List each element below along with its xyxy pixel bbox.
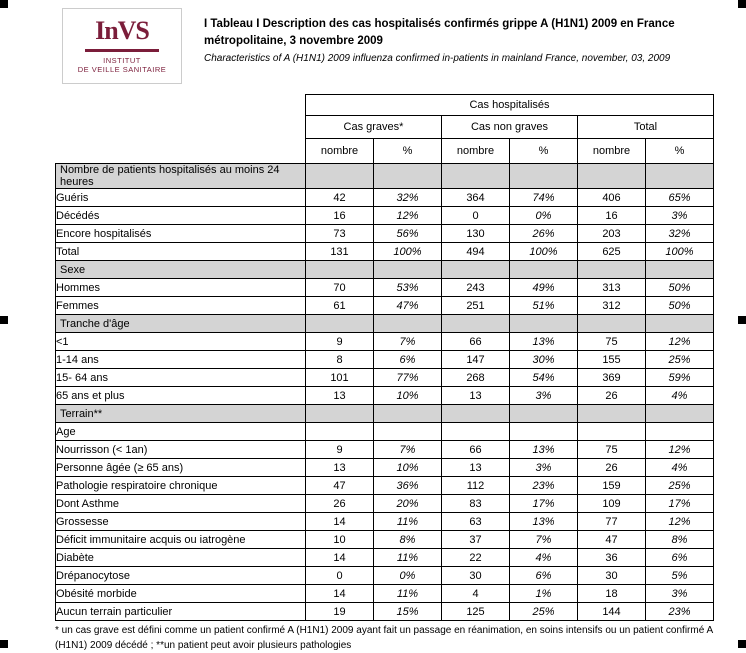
cell-count: 625: [578, 243, 646, 261]
row-label: Décédés: [56, 207, 306, 225]
cell-count: 203: [578, 225, 646, 243]
cell-percent: 4%: [510, 549, 578, 567]
section-blank-cell: [510, 405, 578, 423]
cell-percent: 74%: [510, 189, 578, 207]
section-blank-cell: [646, 164, 714, 189]
section-title: Sexe: [56, 261, 306, 279]
cell-percent: 3%: [646, 585, 714, 603]
cell-count: 47: [578, 531, 646, 549]
section-blank-cell: [578, 315, 646, 333]
cell-percent: 23%: [646, 603, 714, 621]
logo-text-vs: VS: [117, 15, 149, 45]
page-edge-mark: [738, 316, 746, 324]
cell-count: 159: [578, 477, 646, 495]
cell-count: 63: [442, 513, 510, 531]
section-blank-cell: [578, 164, 646, 189]
cell-count: 22: [442, 549, 510, 567]
row-label: 15- 64 ans: [56, 369, 306, 387]
header-cas-hospitalises: Cas hospitalisés: [306, 95, 714, 116]
table-row: [56, 207, 714, 225]
table-body: [56, 164, 714, 621]
table-row: [56, 603, 714, 621]
header-group-total: Total: [578, 116, 714, 139]
cell-percent: 23%: [510, 477, 578, 495]
table-section-row: [56, 315, 714, 333]
cell-percent: 47%: [374, 297, 442, 315]
cell-count: 4: [442, 585, 510, 603]
page-subtitle: Characteristics of A (H1N1) 2009 influenza confirmed in-patients in mainland France, november, 03, 2009: [204, 53, 671, 65]
cell-percent: 13%: [510, 333, 578, 351]
cell-count: 75: [578, 441, 646, 459]
cell-count: 13: [442, 459, 510, 477]
header-spacer: [56, 95, 306, 116]
header-spacer: [56, 116, 306, 139]
cell-percent: 13%: [510, 441, 578, 459]
cell-percent: 12%: [374, 207, 442, 225]
page-edge-mark: [0, 640, 8, 648]
cell-count: 10: [306, 531, 374, 549]
cell-percent: 56%: [374, 225, 442, 243]
cell-percent: 25%: [646, 351, 714, 369]
cell-count: 9: [306, 441, 374, 459]
row-label: Déficit immunitaire acquis ou iatrogène: [56, 531, 306, 549]
table-row: [56, 531, 714, 549]
cell-count: 36: [578, 549, 646, 567]
cell-percent: 6%: [510, 567, 578, 585]
cell-count: 42: [306, 189, 374, 207]
cell-count: 312: [578, 297, 646, 315]
row-label: Pathologie respiratoire chronique: [56, 477, 306, 495]
logo-subtitle-1: INSTITUT: [103, 55, 141, 65]
cell-percent: 8%: [646, 531, 714, 549]
table-header-groups: [56, 116, 714, 139]
table-section-row: [56, 164, 714, 189]
table-row: [56, 333, 714, 351]
section-blank-cell: [646, 315, 714, 333]
row-label: <1: [56, 333, 306, 351]
cell-percent: 77%: [374, 369, 442, 387]
section-title: Nombre de patients hospitalisés au moins 24 heures: [56, 164, 306, 189]
cell-percent: 26%: [510, 225, 578, 243]
table-row: [56, 567, 714, 585]
cell-count: 364: [442, 189, 510, 207]
cell-count: 75: [578, 333, 646, 351]
cell-count: 13: [442, 387, 510, 405]
row-label: Drépanocytose: [56, 567, 306, 585]
table-section-row: [56, 405, 714, 423]
row-label: Dont Asthme: [56, 495, 306, 513]
cell-count: 14: [306, 513, 374, 531]
cell-percent: 1%: [510, 585, 578, 603]
section-blank-cell: [442, 261, 510, 279]
section-blank-cell: [374, 261, 442, 279]
cell-percent: 50%: [646, 297, 714, 315]
row-label: Personne âgée (≥ 65 ans): [56, 459, 306, 477]
cell-percent: 100%: [646, 243, 714, 261]
cell-percent: 30%: [510, 351, 578, 369]
cell-percent: 4%: [646, 459, 714, 477]
cell-percent: 59%: [646, 369, 714, 387]
cell-count: 66: [442, 441, 510, 459]
header-nombre-non-graves: nombre: [442, 139, 510, 164]
cell-percent: 3%: [510, 387, 578, 405]
header-group-cas-graves: Cas graves*: [306, 116, 442, 139]
logo-wordmark: [95, 15, 149, 45]
cell-percent: 53%: [374, 279, 442, 297]
row-label: Femmes: [56, 297, 306, 315]
cell-percent: 17%: [510, 495, 578, 513]
cell-percent: 49%: [510, 279, 578, 297]
page-edge-mark: [738, 0, 746, 8]
table-row: [56, 369, 714, 387]
cell-percent: 3%: [510, 459, 578, 477]
section-blank-cell: [306, 164, 374, 189]
row-label: Age: [56, 423, 306, 441]
cell-count: 19: [306, 603, 374, 621]
section-blank-cell: [374, 164, 442, 189]
cell-count: 131: [306, 243, 374, 261]
cell-count: 30: [442, 567, 510, 585]
cell-percent: 20%: [374, 495, 442, 513]
cell-percent: 13%: [510, 513, 578, 531]
cell-count: 155: [578, 351, 646, 369]
table-row: [56, 495, 714, 513]
table-row: [56, 297, 714, 315]
table-header-top: [56, 95, 714, 116]
section-blank-cell: [374, 405, 442, 423]
header-nombre-graves: nombre: [306, 139, 374, 164]
page-title: Description des cas hospitalisés confirmés grippe A (H1N1) 2009 en France métropolitaine, 3 novembre 2009: [204, 18, 675, 47]
row-label: Total: [56, 243, 306, 261]
document-header: [0, 0, 746, 88]
table-section-row: [56, 261, 714, 279]
row-label: 65 ans et plus: [56, 387, 306, 405]
cell-percent: 3%: [646, 207, 714, 225]
cell-count: 16: [578, 207, 646, 225]
cell-percent: 10%: [374, 459, 442, 477]
cell-percent: [510, 423, 578, 441]
cell-count: 9: [306, 333, 374, 351]
section-blank-cell: [510, 164, 578, 189]
logo-text-in: In: [95, 15, 118, 45]
header-pct-total: %: [646, 139, 714, 164]
table-row: [56, 477, 714, 495]
cell-percent: 15%: [374, 603, 442, 621]
cell-percent: 17%: [646, 495, 714, 513]
cell-count: 14: [306, 549, 374, 567]
cell-count: 13: [306, 387, 374, 405]
table-row: [56, 225, 714, 243]
cell-count: [442, 423, 510, 441]
cell-percent: 11%: [374, 585, 442, 603]
logo-subtitle-2: DE VEILLE SANITAIRE: [77, 65, 167, 74]
cell-percent: 11%: [374, 549, 442, 567]
cell-count: 14: [306, 585, 374, 603]
cell-percent: 6%: [374, 351, 442, 369]
cell-count: 0: [306, 567, 374, 585]
page-edge-mark: [0, 316, 8, 324]
section-title: Terrain**: [56, 405, 306, 423]
section-blank-cell: [646, 405, 714, 423]
row-label: 1-14 ans: [56, 351, 306, 369]
cell-count: 61: [306, 297, 374, 315]
row-label: Grossesse: [56, 513, 306, 531]
cell-percent: 7%: [374, 333, 442, 351]
cell-percent: 10%: [374, 387, 442, 405]
row-label: Diabète: [56, 549, 306, 567]
header-group-cas-non-graves: Cas non graves: [442, 116, 578, 139]
row-label: Encore hospitalisés: [56, 225, 306, 243]
row-label: Guéris: [56, 189, 306, 207]
cell-count: 26: [306, 495, 374, 513]
section-blank-cell: [442, 164, 510, 189]
cell-count: 144: [578, 603, 646, 621]
hospitalized-cases-table: [55, 94, 714, 621]
cell-count: 147: [442, 351, 510, 369]
page-edge-mark: [738, 640, 746, 648]
cell-count: 70: [306, 279, 374, 297]
cell-count: 26: [578, 459, 646, 477]
cell-percent: 36%: [374, 477, 442, 495]
header-nombre-total: nombre: [578, 139, 646, 164]
section-blank-cell: [442, 405, 510, 423]
cell-percent: 12%: [646, 513, 714, 531]
cell-count: 0: [442, 207, 510, 225]
cell-percent: 11%: [374, 513, 442, 531]
page-edge-mark: [0, 0, 8, 8]
section-blank-cell: [646, 261, 714, 279]
cell-count: 18: [578, 585, 646, 603]
cell-count: 30: [578, 567, 646, 585]
cell-count: 494: [442, 243, 510, 261]
table-footnote: * un cas grave est défini comme un patient confirmé A (H1N1) 2009 ayant fait un passage en réanimation, en soins intensifs ou un patient confirmé A (H1N1) 2009 décédé ; **un patient peut avoir plusieurs pathologies: [55, 625, 713, 651]
cell-percent: 7%: [374, 441, 442, 459]
cell-percent: 8%: [374, 531, 442, 549]
cell-count: 243: [442, 279, 510, 297]
cell-percent: 7%: [510, 531, 578, 549]
cell-count: 268: [442, 369, 510, 387]
cell-count: 369: [578, 369, 646, 387]
cell-count: 313: [578, 279, 646, 297]
table-row: [56, 513, 714, 531]
cell-percent: 5%: [646, 567, 714, 585]
invs-logo: [62, 8, 182, 84]
cell-count: 8: [306, 351, 374, 369]
cell-count: 16: [306, 207, 374, 225]
cell-count: 13: [306, 459, 374, 477]
section-blank-cell: [374, 315, 442, 333]
table-row: [56, 459, 714, 477]
cell-count: 112: [442, 477, 510, 495]
row-label: Nourrisson (< 1an): [56, 441, 306, 459]
cell-count: [578, 423, 646, 441]
cell-count: 251: [442, 297, 510, 315]
table-row: [56, 351, 714, 369]
cell-percent: [646, 423, 714, 441]
cell-count: 37: [442, 531, 510, 549]
table-row: [56, 585, 714, 603]
title-block: [204, 8, 718, 66]
cell-count: 125: [442, 603, 510, 621]
cell-percent: 12%: [646, 441, 714, 459]
cell-percent: 6%: [646, 549, 714, 567]
cell-percent: 4%: [646, 387, 714, 405]
table-row: [56, 189, 714, 207]
table-label: I Tableau I: [204, 18, 260, 30]
cell-count: 101: [306, 369, 374, 387]
cell-count: 406: [578, 189, 646, 207]
table-header-sub: [56, 139, 714, 164]
table-caption: [204, 16, 718, 49]
section-blank-cell: [578, 405, 646, 423]
section-blank-cell: [578, 261, 646, 279]
table-row: [56, 387, 714, 405]
cell-percent: 32%: [646, 225, 714, 243]
table-row: [56, 423, 714, 441]
section-blank-cell: [510, 315, 578, 333]
cell-count: 77: [578, 513, 646, 531]
section-blank-cell: [442, 315, 510, 333]
cell-count: 83: [442, 495, 510, 513]
table-row: [56, 441, 714, 459]
cell-percent: 100%: [510, 243, 578, 261]
cell-count: 47: [306, 477, 374, 495]
cell-percent: 50%: [646, 279, 714, 297]
cell-percent: 0%: [510, 207, 578, 225]
row-label: Hommes: [56, 279, 306, 297]
section-blank-cell: [510, 261, 578, 279]
cell-percent: 12%: [646, 333, 714, 351]
cell-count: 26: [578, 387, 646, 405]
table-row: [56, 549, 714, 567]
cell-percent: 32%: [374, 189, 442, 207]
cell-count: 66: [442, 333, 510, 351]
cell-percent: 65%: [646, 189, 714, 207]
cell-percent: 51%: [510, 297, 578, 315]
section-title: Tranche d'âge: [56, 315, 306, 333]
cell-count: 109: [578, 495, 646, 513]
row-label: Aucun terrain particulier: [56, 603, 306, 621]
row-label: Obésité morbide: [56, 585, 306, 603]
cell-count: 73: [306, 225, 374, 243]
section-blank-cell: [306, 405, 374, 423]
header-spacer: [56, 139, 306, 164]
section-blank-cell: [306, 315, 374, 333]
table-head: [56, 95, 714, 164]
cell-count: [306, 423, 374, 441]
cell-percent: 54%: [510, 369, 578, 387]
table-row: [56, 279, 714, 297]
cell-percent: 100%: [374, 243, 442, 261]
cell-percent: [374, 423, 442, 441]
header-pct-non-graves: %: [510, 139, 578, 164]
cell-percent: 25%: [510, 603, 578, 621]
cell-percent: 0%: [374, 567, 442, 585]
section-blank-cell: [306, 261, 374, 279]
cell-percent: 25%: [646, 477, 714, 495]
table-row: [56, 243, 714, 261]
header-pct-graves: %: [374, 139, 442, 164]
cell-count: 130: [442, 225, 510, 243]
logo-divider: [85, 49, 159, 52]
